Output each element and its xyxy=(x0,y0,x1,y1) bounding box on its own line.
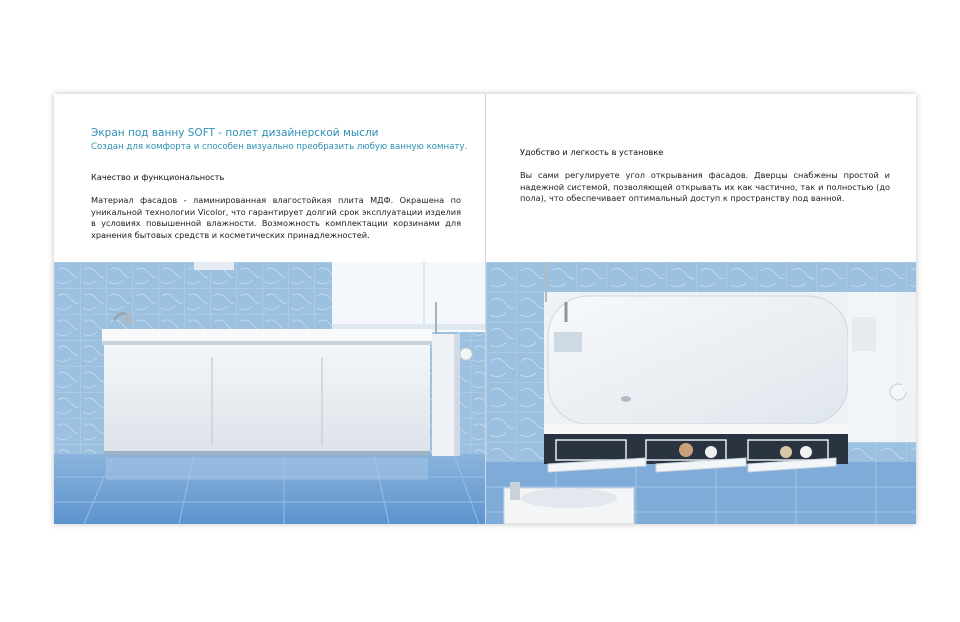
bathtub-open-photo xyxy=(486,262,916,524)
right-page xyxy=(486,94,916,524)
paragraph-quality: Материал фасадов - ламинированная влагостойкая плита МДФ. Окрашена по уникальной технологии Vicolor, что гарантирует долгий срок эксплуатации изделия в условиях повышенной влажности. Возможность комплектации корзинами для хранения бытовых средств и косметических принадлежностей. xyxy=(91,195,461,240)
section-heading-installation: Удобство и легкость в установке xyxy=(520,147,664,157)
bathtub-closed-photo xyxy=(54,262,485,524)
page-subtitle: Создан для комфорта и способен визуально преобразить любую ванную комнату. xyxy=(91,142,468,152)
paragraph-installation: Вы сами регулируете угол открывания фасадов. Дверцы снабжены простой и надежной системой, позволяющей открывать их как частично, так и полностью (до пола), что обеспечивает оптимальный доступ к пространству под ванной. xyxy=(520,170,890,204)
brochure-spread xyxy=(54,94,916,524)
left-page xyxy=(54,94,485,524)
section-heading-quality: Качество и функциональность xyxy=(91,172,225,182)
page-title: Экран под ванну SOFT - полет дизайнерской мысли xyxy=(91,127,379,139)
